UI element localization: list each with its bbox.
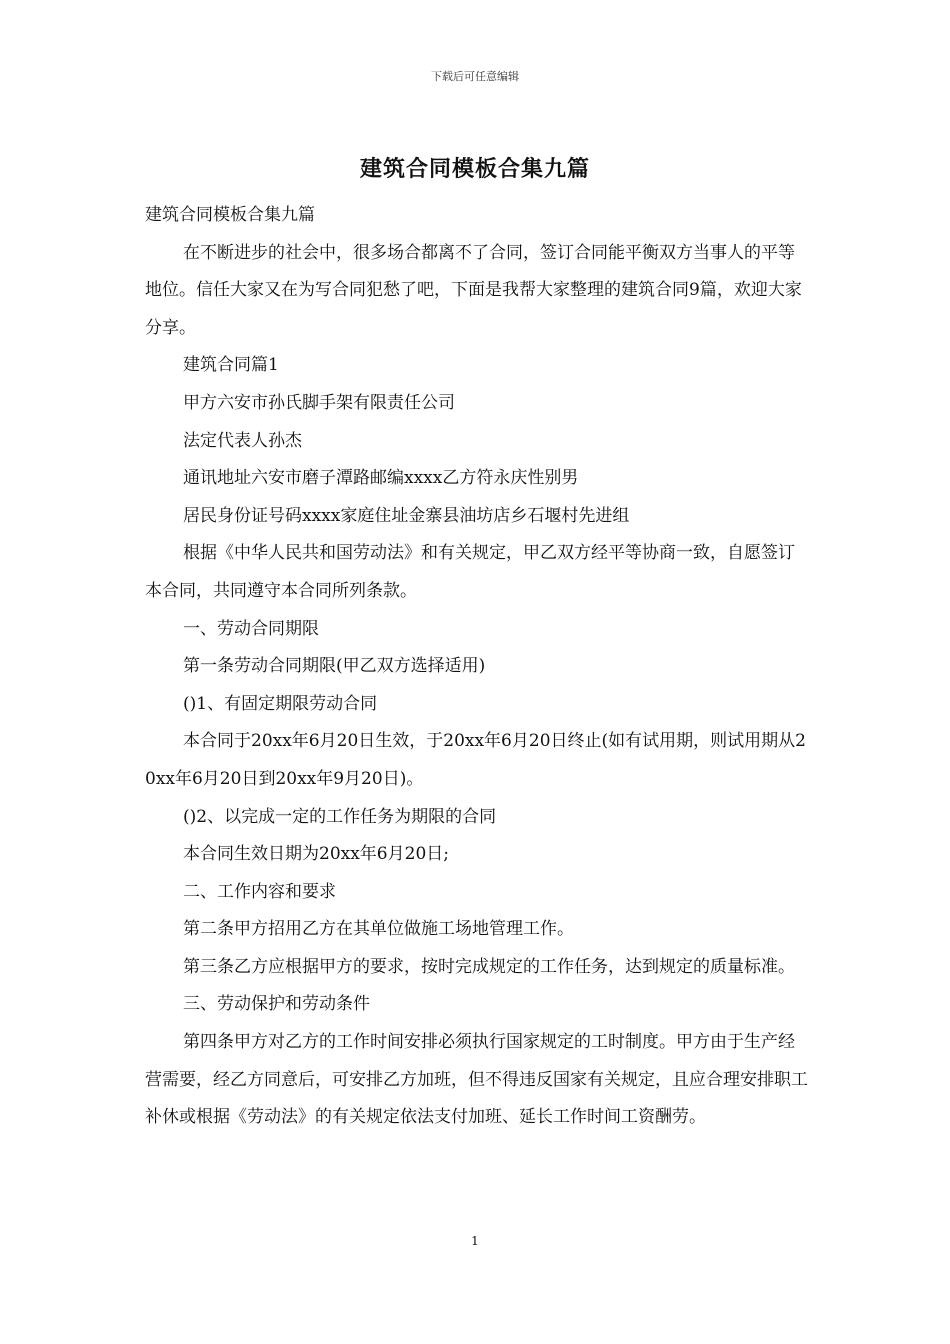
paragraph: ()2、以完成一定的工作任务为期限的合同 bbox=[183, 806, 497, 827]
section-heading: 二、工作内容和要求 bbox=[183, 881, 336, 902]
header-note: 下载后可任意编辑 bbox=[431, 70, 519, 83]
paragraph: 第一条劳动合同期限(甲乙双方选择适用) bbox=[183, 656, 486, 677]
paragraph: ()1、有固定期限劳动合同 bbox=[183, 693, 378, 714]
document-body bbox=[145, 197, 810, 1137]
paragraph: 居民身份证号码xxxx家庭住址金寨县油坊店乡石堰村先进组 bbox=[183, 505, 630, 526]
paragraph: 在不断进步的社会中，很多场合都离不了合同，签订合同能平衡双方当事人的平等地位。信任大家又在为写合同犯愁了吧，下面是我帮大家整理的建筑合同9篇，欢迎大家分享。 bbox=[145, 242, 802, 338]
paragraph: 第二条甲方招用乙方在其单位做施工场地管理工作。 bbox=[183, 919, 574, 940]
section-heading: 三、劳动保护和劳动条件 bbox=[183, 994, 370, 1015]
paragraph: 法定代表人孙杰 bbox=[183, 430, 302, 451]
page-number: 1 bbox=[471, 1234, 479, 1248]
paragraph: 甲方六安市孙氏脚手架有限责任公司 bbox=[183, 392, 455, 413]
paragraph: 根据《中华人民共和国劳动法》和有关规定，甲乙双方经平等协商一致，自愿签订本合同，共同遵守本合同所列条款。 bbox=[145, 543, 795, 601]
paragraph: 建筑合同模板合集九篇 bbox=[145, 205, 315, 225]
paragraph: 本合同于20xx年6月20日生效，于20xx年6月20日终止(如有试用期，则试用期从20xx年6月20日到20xx年9月20日)。 bbox=[145, 731, 806, 789]
document-title: 建筑合同模板合集九篇 bbox=[359, 156, 590, 182]
paragraph: 第三条乙方应根据甲方的要求，按时完成规定的工作任务，达到规定的质量标准。 bbox=[183, 956, 795, 977]
paragraph: 建筑合同篇1 bbox=[183, 355, 279, 376]
paragraph: 第四条甲方对乙方的工作时间安排必须执行国家规定的工时制度。甲方由于生产经营需要，经乙方同意后，可安排乙方加班，但不得违反国家有关规定，且应合理安排职工补休或根据《劳动法》的有关规定依法支付加班、延长工作时间工资酬劳。 bbox=[145, 1032, 808, 1128]
paragraph: 本合同生效日期为20xx年6月20日; bbox=[183, 844, 449, 865]
paragraph: 通讯地址六安市磨子潭路邮编xxxx乙方符永庆性别男 bbox=[183, 468, 579, 489]
section-heading: 一、劳动合同期限 bbox=[183, 618, 319, 639]
